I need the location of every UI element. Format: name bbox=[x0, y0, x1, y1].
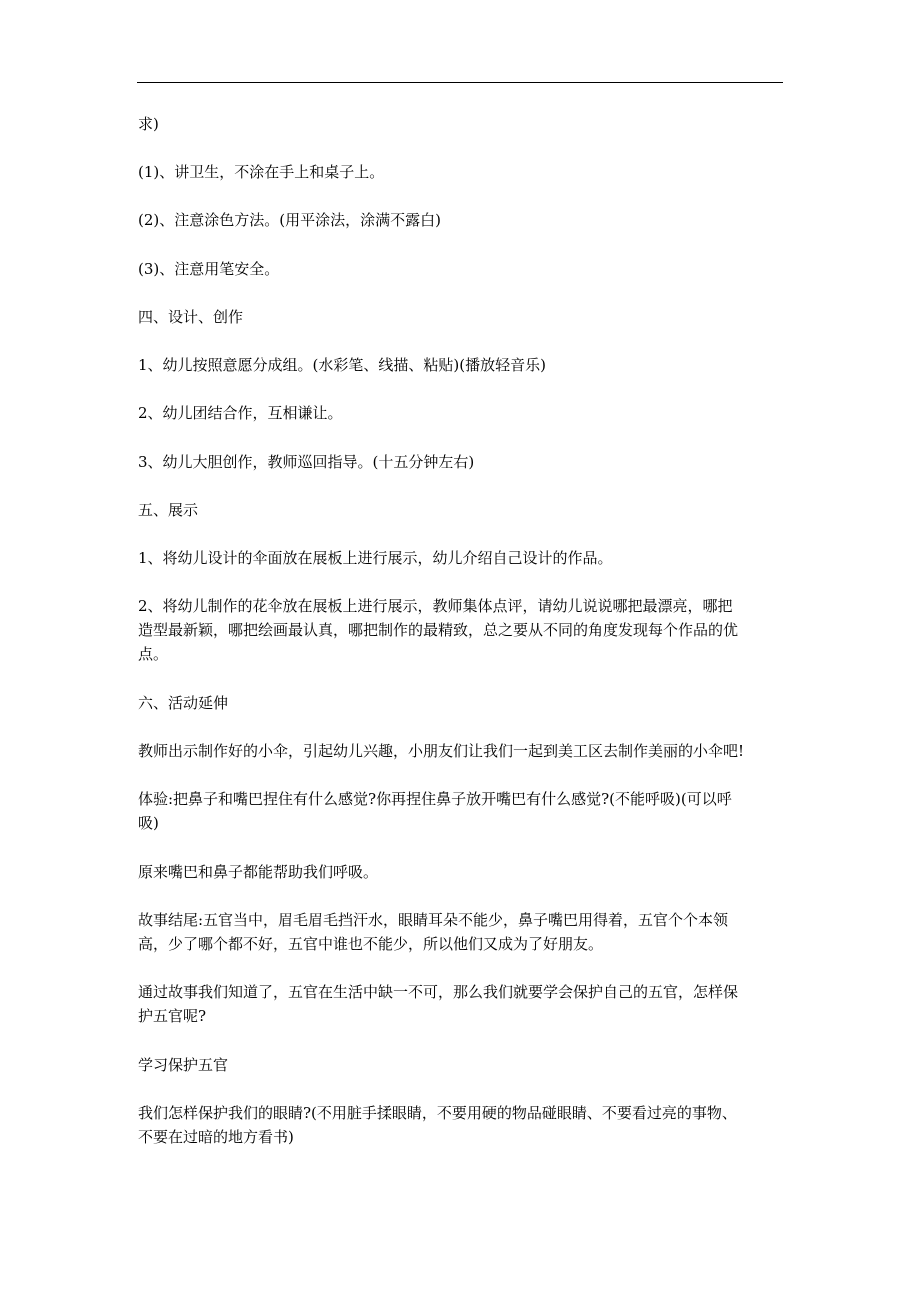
paragraph-protect-eyes: 我们怎样保护我们的眼睛?(不用脏手揉眼睛，不要用硬的物品碰眼睛、不要看过亮的事物、 不要在过暗的地方看书) bbox=[138, 1104, 737, 1146]
paragraph-requirements-continued: 求) bbox=[138, 115, 159, 133]
paragraph-design-1: 1、幼儿按照意愿分成组。(水彩笔、线描、粘贴)(播放轻音乐) bbox=[138, 356, 546, 374]
paragraph-breathing: 原来嘴巴和鼻子都能帮助我们呼吸。 bbox=[138, 863, 379, 881]
section-heading-extension: 六、活动延伸 bbox=[138, 694, 229, 712]
paragraph-design-2: 2、幼儿团结合作，互相谦让。 bbox=[138, 404, 343, 422]
paragraph-story-ending: 故事结尾:五官当中，眉毛眉毛挡汗水，眼睛耳朵不能少，鼻子嘴巴用得着，五官个个本领 高，少了哪个都不好，五官中谁也不能少，所以他们又成为了好朋友。 bbox=[138, 911, 729, 953]
paragraph-extension-intro: 教师出示制作好的小伞，引起幼儿兴趣，小朋友们让我们一起到美工区去制作美丽的小伞吧! bbox=[138, 742, 745, 760]
paragraph-experience: 体验:把鼻子和嘴巴捏住有什么感觉?你再捏住鼻子放开嘴巴有什么感觉?(不能呼吸)(可以呼 吸) bbox=[138, 790, 732, 832]
paragraph-display-2: 2、将幼儿制作的花伞放在展板上进行展示，教师集体点评，请幼儿说说哪把最漂亮，哪把 造型最新颖，哪把绘画最认真，哪把制作的最精致，总之要从不同的角度发现每个作品的优 点。 bbox=[138, 597, 739, 663]
paragraph-story-lesson: 通过故事我们知道了，五官在生活中缺一不可，那么我们就要学会保护自己的五官，怎样保 护五官呢? bbox=[138, 983, 739, 1025]
header-rule bbox=[137, 82, 783, 83]
paragraph-design-3: 3、幼儿大胆创作，教师巡回指导。(十五分钟左右) bbox=[138, 453, 475, 471]
section-heading-protect: 学习保护五官 bbox=[138, 1056, 229, 1074]
section-heading-display: 五、展示 bbox=[138, 501, 199, 519]
paragraph-requirement-2: (2)、注意涂色方法。(用平涂法，涂满不露白) bbox=[138, 211, 441, 229]
paragraph-requirement-1: (1)、讲卫生，不涂在手上和桌子上。 bbox=[138, 163, 385, 181]
section-heading-design: 四、设计、创作 bbox=[138, 308, 244, 326]
paragraph-display-1: 1、将幼儿设计的伞面放在展板上进行展示，幼儿介绍自己设计的作品。 bbox=[138, 549, 613, 567]
paragraph-requirement-3: (3)、注意用笔安全。 bbox=[138, 260, 280, 278]
